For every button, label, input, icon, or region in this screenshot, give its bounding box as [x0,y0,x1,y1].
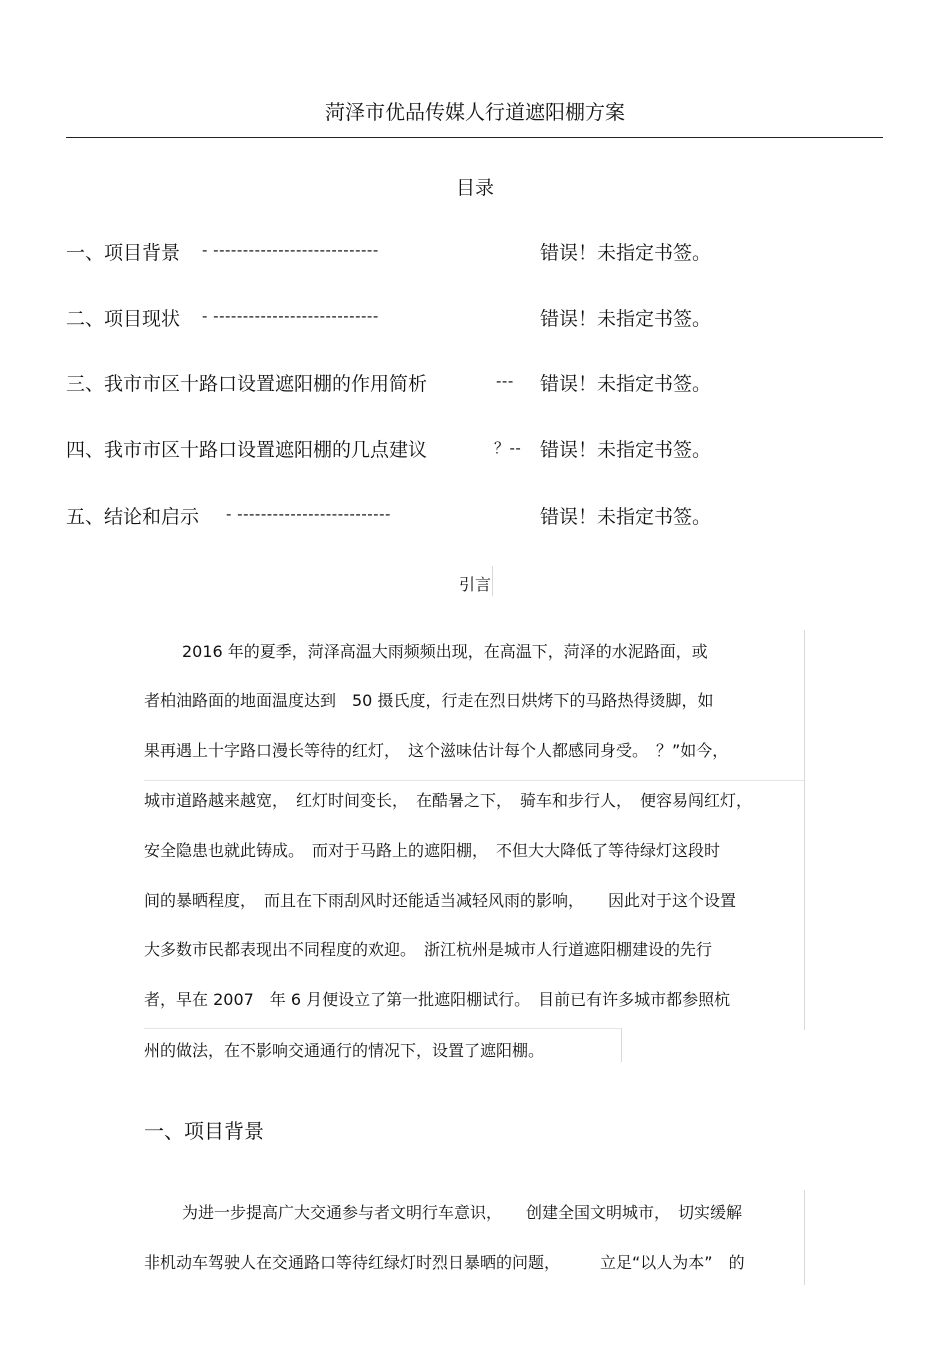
intro-heading: 引言 [458,575,491,594]
toc-entry[interactable] [66,238,826,268]
intro-line: 安全隐患也就此铸成。 而对于马路上的遮阳棚， 不但大大降低了等待绿灯这段时 [144,841,721,860]
toc-entry[interactable] [66,369,826,399]
title-divider [66,137,883,138]
text-frame-edge [492,566,493,596]
section-line: 为进一步提高广大交通参与者文明行车意识， 创建全国文明城市， 切实缓解 [182,1203,743,1222]
toc-entry-label: 三、我市市区十路口设置遮阳棚的作用简析 [66,373,428,395]
intro-line: 者，早在 2007 年 6 月便设立了第一批遮阳棚试行。 目前已有许多城市都参照杭 [144,990,731,1009]
intro-line: 间的暴晒程度， 而且在下雨刮风时还能适当减轻风雨的影响， 因此对于这个设置 [144,891,737,910]
toc-entry-page: 错误！未指定书签。 [540,308,712,330]
text-frame-edge [144,780,804,781]
document-title: 菏泽市优品传媒人行道遮阳棚方案 [325,100,625,124]
intro-line: 城市道路越来越宽， 红灯时间变长， 在酷暑之下， 骑车和步行人， 便容易闯红灯， [144,791,753,810]
toc-heading: 目录 [455,177,494,199]
section-line: 非机动车驾驶人在交通路口等待红绿灯时烈日暴晒的问题， 立足“以人为本” 的 [144,1253,745,1272]
toc-entry[interactable] [66,304,826,334]
intro-line: 州的做法，在不影响交通通行的情况下，设置了遮阳棚。 [144,1041,545,1060]
toc-entry-label: 一、项目背景 [66,242,181,264]
intro-line: 2016 年的夏季，菏泽高温大雨频频出现，在高温下，菏泽的水泥路面，或 [182,642,708,661]
intro-line: 者柏油路面的地面温度达到 50 摄氏度，行走在烈日烘烤下的马路热得烫脚，如 [144,691,714,710]
text-frame-edge [804,630,805,1030]
toc-entry-leader: - ---------------------------- [202,307,379,325]
toc-entry-leader: ？-- [494,439,522,457]
intro-line: 大多数市民都表现出不同程度的欢迎。 浙江杭州是城市人行道遮阳棚建设的先行 [144,940,713,959]
section-heading: 一、项目背景 [144,1119,264,1143]
toc-entry-label: 四、我市市区十路口设置遮阳棚的几点建议 [66,439,428,461]
toc-entry[interactable] [66,502,826,532]
text-frame-edge [621,1028,622,1062]
text-frame-edge [144,1028,622,1029]
toc-entry[interactable] [66,435,826,465]
toc-entry-page: 错误！未指定书签。 [540,242,712,264]
text-frame-edge [804,1190,805,1285]
intro-line: 果再遇上十字路口漫长等待的红灯， 这个滋味估计每个人都感同身受。 ？”如今， [144,741,729,760]
toc-entry-page: 错误！未指定书签。 [540,506,712,528]
toc-entry-leader: - -------------------------- [226,505,391,523]
toc-entry-label: 五、结论和启示 [66,506,200,528]
toc-entry-page: 错误！未指定书签。 [540,439,712,461]
toc-entry-leader: - ---------------------------- [202,241,379,259]
toc-entry-page: 错误！未指定书签。 [540,373,712,395]
toc-entry-leader: --- [496,372,514,390]
toc-entry-label: 二、项目现状 [66,308,181,330]
